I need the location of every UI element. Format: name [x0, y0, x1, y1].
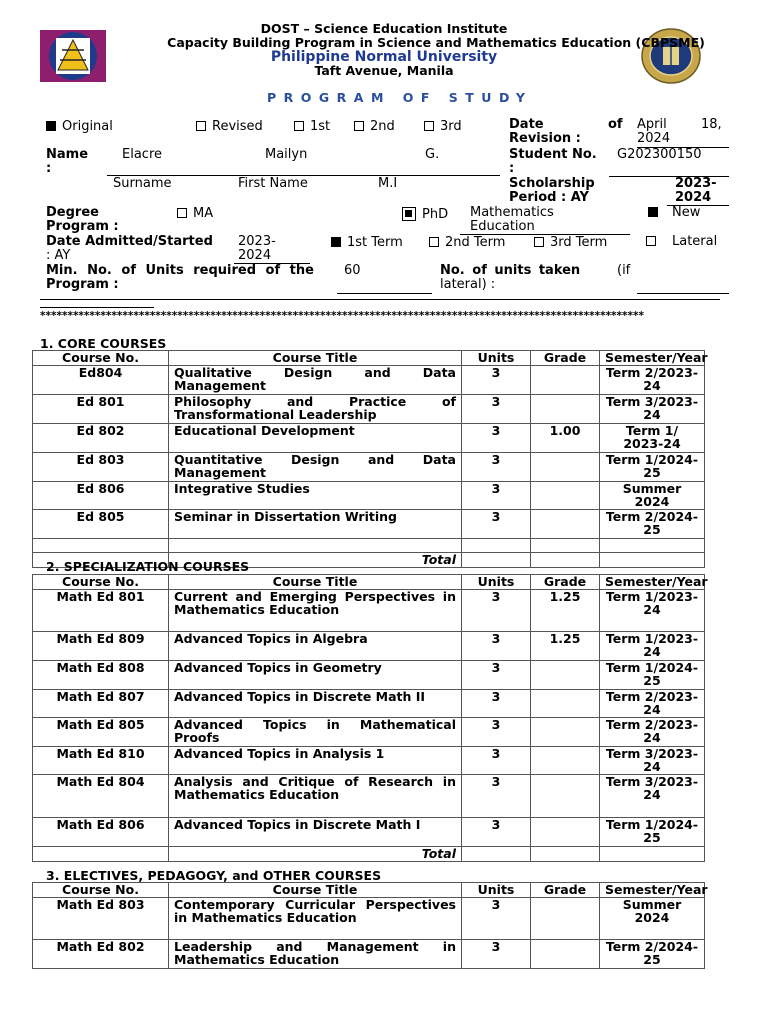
course-units: 3: [462, 717, 531, 746]
col-course-title: Course Title: [169, 883, 462, 898]
divider-line-short: [40, 307, 154, 308]
first-label: 1st: [310, 119, 331, 134]
course-units: 3: [462, 481, 531, 509]
course-sem: Term 2/2023-24: [600, 689, 705, 717]
course-grade: [531, 774, 600, 817]
core-courses-table: [32, 350, 708, 568]
course-grade: [531, 897, 600, 939]
spec-courses-table: [32, 574, 708, 862]
checkbox-icon: [196, 121, 206, 131]
term2-label: 2nd Term: [445, 235, 506, 250]
divider-line: [40, 299, 720, 300]
table-row: [33, 689, 705, 717]
col-units: Units: [462, 883, 531, 898]
program-line: Capacity Building Program in Science and Mathematics Education (CBPSME): [167, 36, 705, 50]
course-title: Quantitative Design and Data Management: [169, 452, 462, 481]
checkbox-icon: [534, 237, 544, 247]
course-sem: Summer 2024: [600, 897, 705, 939]
course-sem: Term 1/ 2023-24: [600, 423, 705, 452]
units-taken-paren: (if: [617, 263, 631, 278]
course-grade: 1.25: [531, 589, 600, 631]
date-revision-day: 18,: [701, 117, 722, 132]
course-sem: Term 2/2023-24: [600, 365, 705, 394]
course-no: Math Ed 801: [33, 589, 169, 631]
course-sem: Term 1/2024-25: [600, 452, 705, 481]
course-no: Math Ed 802: [33, 939, 169, 968]
checkbox-icon: [429, 237, 439, 247]
second-option[interactable]: [354, 120, 395, 134]
stars-divider: **************************************************************************************************************: [40, 310, 645, 322]
course-no: Ed804: [33, 365, 169, 394]
institute-line: DOST – Science Education Institute: [260, 21, 508, 36]
admitted-year-b: 2024: [238, 248, 272, 263]
date-revision-label-b: Revision :: [509, 131, 581, 146]
course-grade: [531, 509, 600, 538]
course-no: Ed 803: [33, 452, 169, 481]
student-no-value: G202300150: [617, 147, 702, 162]
spec-section-title: 2. SPECIALIZATION COURSES: [46, 559, 250, 574]
term1-label: 1st Term: [347, 235, 403, 250]
col-grade: Grade: [531, 351, 600, 366]
table-row-empty: [33, 538, 705, 552]
total-row: [33, 846, 705, 861]
ma-option[interactable]: [177, 207, 213, 221]
date-revision-month: April: [637, 117, 667, 132]
checkbox-icon: [177, 208, 187, 218]
col-semester: Semester/Year: [600, 351, 705, 366]
term3-option[interactable]: [534, 236, 607, 250]
table-row: [33, 660, 705, 689]
course-units: 3: [462, 660, 531, 689]
total-label: Total: [169, 552, 462, 567]
course-sem: Term 2/2024-25: [600, 939, 705, 968]
third-option[interactable]: [424, 120, 462, 134]
course-grade: 1.00: [531, 423, 600, 452]
course-units: 3: [462, 689, 531, 717]
new-option[interactable]: [648, 206, 700, 220]
student-no-label: Student No.: [509, 147, 597, 162]
checkbox-icon: [294, 121, 304, 131]
course-sem: Summer 2024: [600, 481, 705, 509]
course-grade: [531, 717, 600, 746]
units-taken-label-a: No. of units taken: [440, 263, 581, 278]
major-b: Education: [470, 219, 535, 234]
course-units: 3: [462, 939, 531, 968]
course-grade: [531, 394, 600, 423]
firstname-value: Mailyn: [265, 147, 308, 162]
course-grade: [531, 939, 600, 968]
course-grade: [531, 817, 600, 846]
checkbox-icon: [646, 236, 656, 246]
course-sem: Term 3/2023-24: [600, 746, 705, 774]
table-row: [33, 365, 705, 394]
scholarship-year-a: 2023-: [675, 176, 717, 191]
degree-label-a: Degree: [46, 205, 99, 220]
elect-courses-table: [32, 882, 708, 969]
course-no: Math Ed 805: [33, 717, 169, 746]
col-course-title: Course Title: [169, 351, 462, 366]
course-no: Math Ed 810: [33, 746, 169, 774]
course-sem: Term 1/2023-24: [600, 589, 705, 631]
col-course-no: Course No.: [33, 575, 169, 590]
surname-caption: Surname: [113, 176, 172, 191]
degree-label-b: Program :: [46, 219, 119, 234]
course-sem: Term 2/2024-25: [600, 509, 705, 538]
phd-option[interactable]: [402, 207, 448, 222]
admitted-label-b: : AY: [46, 248, 71, 263]
table-row: [33, 774, 705, 817]
table-row: [33, 481, 705, 509]
mi-value: G.: [425, 147, 440, 162]
course-sem: Term 1/2024-25: [600, 817, 705, 846]
table-row: [33, 509, 705, 538]
course-title: Advanced Topics in Discrete Math I: [169, 817, 462, 846]
lateral-option[interactable]: [646, 235, 717, 249]
lateral-label: Lateral: [672, 234, 718, 249]
course-no: Math Ed 809: [33, 631, 169, 660]
course-no: Math Ed 806: [33, 817, 169, 846]
date-revision-year: 2024: [637, 131, 671, 146]
course-title: Educational Development: [169, 423, 462, 452]
date-revision-label-a: Date: [509, 117, 544, 132]
scholarship-label-b: Period : AY: [509, 190, 589, 205]
checkbox-checked-icon: [402, 207, 416, 221]
revised-option[interactable]: [196, 120, 263, 134]
course-no: Ed 806: [33, 481, 169, 509]
course-sem: Term 1/2023-24: [600, 631, 705, 660]
university-name: Philippine Normal University: [270, 49, 498, 65]
term3-label: 3rd Term: [550, 235, 608, 250]
mi-caption: M.I: [378, 176, 398, 191]
course-units: 3: [462, 631, 531, 660]
date-revision-label-of: of: [608, 117, 623, 132]
col-grade: Grade: [531, 883, 600, 898]
scholarship-year-b: 2024: [675, 190, 712, 205]
course-grade: [531, 365, 600, 394]
course-title: Philosophy and Practice of Transformational Leadership: [169, 394, 462, 423]
course-no: Ed 805: [33, 509, 169, 538]
surname-value: Elacre: [122, 147, 162, 162]
first-option[interactable]: [294, 120, 330, 134]
course-title: Advanced Topics in Discrete Math II: [169, 689, 462, 717]
units-taken-label-b: lateral) :: [440, 277, 496, 292]
term1-option[interactable]: [331, 236, 403, 250]
firstname-caption: First Name: [238, 176, 308, 191]
table-row: [33, 897, 705, 939]
course-no: Math Ed 804: [33, 774, 169, 817]
course-sem: Term 3/2023-24: [600, 774, 705, 817]
course-no: Math Ed 808: [33, 660, 169, 689]
course-units: 3: [462, 394, 531, 423]
core-section-title: 1. CORE COURSES: [40, 336, 167, 351]
table-row: [33, 746, 705, 774]
course-no: Math Ed 803: [33, 897, 169, 939]
units-taken-underline: [637, 293, 729, 294]
checkbox-icon: [424, 121, 434, 131]
original-option[interactable]: [46, 120, 113, 134]
name-colon: :: [46, 161, 52, 176]
checkbox-checked-icon: [648, 207, 658, 217]
second-label: 2nd: [370, 119, 395, 134]
table-row: [33, 589, 705, 631]
course-title: Advanced Topics in Analysis 1: [169, 746, 462, 774]
course-sem: Term 1/2024-25: [600, 660, 705, 689]
course-no: Ed 801: [33, 394, 169, 423]
col-course-no: Course No.: [33, 351, 169, 366]
table-row: [33, 717, 705, 746]
student-no-colon: :: [509, 161, 515, 176]
ma-label: MA: [193, 206, 214, 221]
table-row: [33, 631, 705, 660]
course-units: 3: [462, 423, 531, 452]
original-label: Original: [62, 119, 113, 134]
course-units: 3: [462, 774, 531, 817]
course-grade: [531, 689, 600, 717]
phd-label: PhD: [422, 207, 449, 222]
min-units-underline: [337, 293, 432, 294]
course-units: 3: [462, 897, 531, 939]
course-grade: [531, 481, 600, 509]
admitted-year-a: 2023-: [238, 234, 276, 249]
course-units: 3: [462, 817, 531, 846]
table-row: [33, 939, 705, 968]
elect-section-title: 3. ELECTIVES, PEDAGOGY, and OTHER COURSES: [46, 868, 382, 883]
course-sem: Term 3/2023-24: [600, 394, 705, 423]
term2-option[interactable]: [429, 236, 505, 250]
col-grade: Grade: [531, 575, 600, 590]
scholarship-label-a: Scholarship: [509, 176, 595, 191]
course-units: 3: [462, 509, 531, 538]
course-grade: [531, 660, 600, 689]
major-a: Mathematics: [470, 205, 554, 220]
course-title: Integrative Studies: [169, 481, 462, 509]
col-course-title: Course Title: [169, 575, 462, 590]
course-title: Leadership and Management in Mathematics Education: [169, 939, 462, 968]
course-title: Analysis and Critique of Research in Mathematics Education: [169, 774, 462, 817]
university-address: Taft Avenue, Manila: [314, 63, 454, 78]
table-row: [33, 452, 705, 481]
course-title: Seminar in Dissertation Writing: [169, 509, 462, 538]
third-label: 3rd: [440, 119, 462, 134]
col-semester: Semester/Year: [600, 575, 705, 590]
name-label: Name: [46, 147, 89, 162]
course-title: Advanced Topics in Mathematical Proofs: [169, 717, 462, 746]
course-title: Current and Emerging Perspectives in Mathematics Education: [169, 589, 462, 631]
col-course-no: Course No.: [33, 883, 169, 898]
course-title: Qualitative Design and Data Management: [169, 365, 462, 394]
table-row: [33, 423, 705, 452]
course-units: 3: [462, 452, 531, 481]
table-row: [33, 394, 705, 423]
total-label: Total: [169, 846, 462, 861]
checkbox-checked-icon: [331, 237, 341, 247]
course-title: Contemporary Curricular Perspectives in Mathematics Education: [169, 897, 462, 939]
course-units: 3: [462, 365, 531, 394]
min-units-label-a: Min. No. of Units required of the: [46, 263, 314, 278]
min-units-value: 60: [344, 263, 361, 278]
course-no: Ed 802: [33, 423, 169, 452]
admitted-label-a: Date Admitted/Started: [46, 234, 213, 249]
course-title: Advanced Topics in Geometry: [169, 660, 462, 689]
min-units-label-b: Program :: [46, 277, 119, 292]
course-units: 3: [462, 589, 531, 631]
course-no: Math Ed 807: [33, 689, 169, 717]
revised-label: Revised: [212, 119, 263, 134]
col-units: Units: [462, 351, 531, 366]
table-row: [33, 817, 705, 846]
checkbox-icon: [354, 121, 364, 131]
page-title: PROGRAM OF STUDY: [267, 90, 533, 105]
col-units: Units: [462, 575, 531, 590]
course-sem: Term 2/2023-24: [600, 717, 705, 746]
course-units: 3: [462, 746, 531, 774]
col-semester: Semester/Year: [600, 883, 705, 898]
checkbox-checked-icon: [46, 121, 56, 131]
course-grade: 1.25: [531, 631, 600, 660]
course-title: Advanced Topics in Algebra: [169, 631, 462, 660]
course-grade: [531, 746, 600, 774]
new-label: New: [672, 205, 701, 220]
course-grade: [531, 452, 600, 481]
